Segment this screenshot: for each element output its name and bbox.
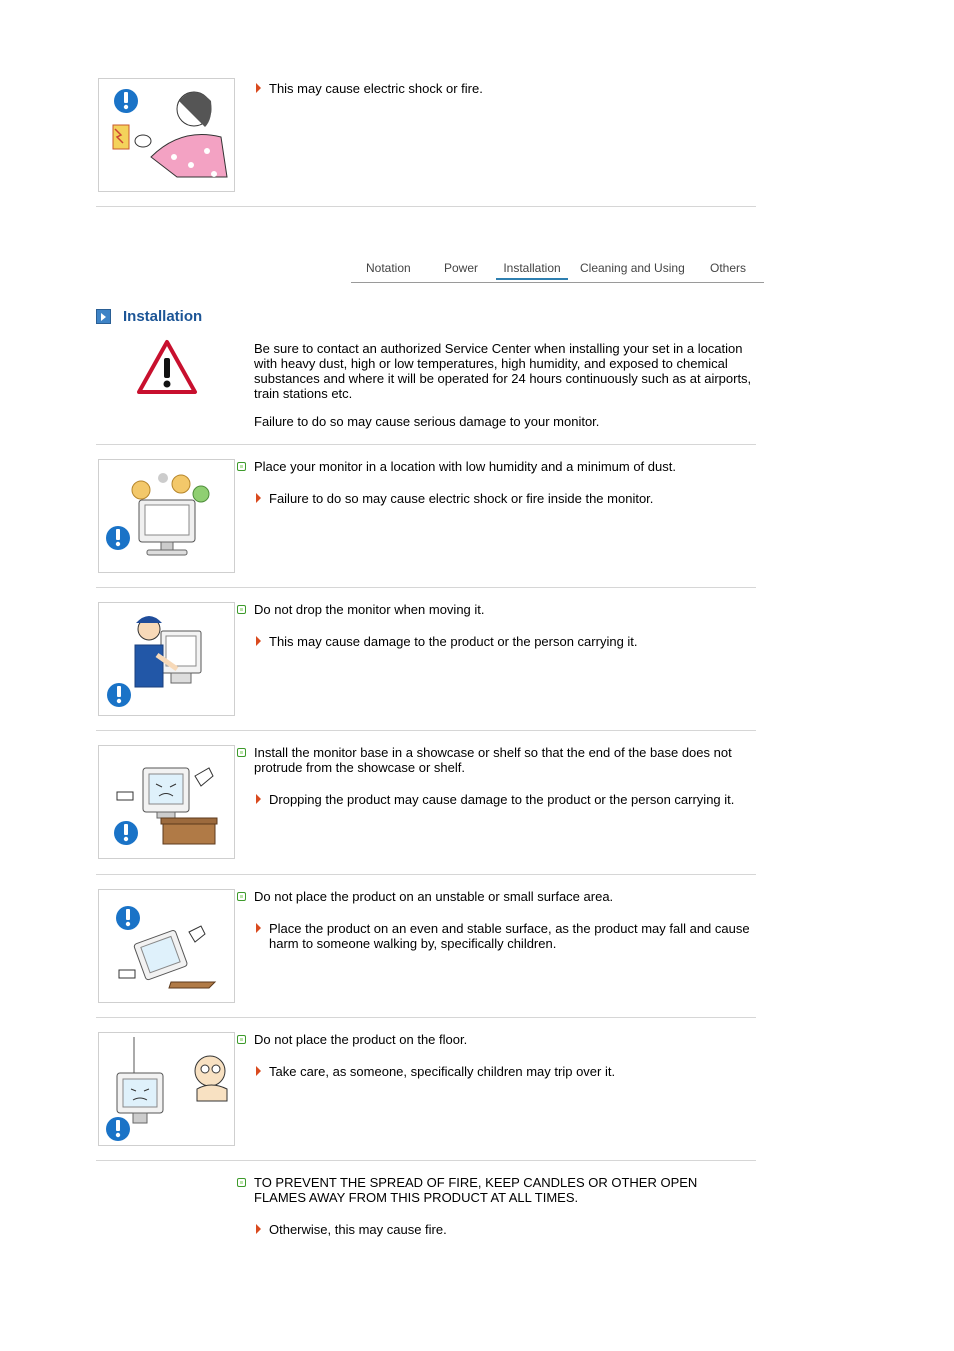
arrow-bullet-icon xyxy=(256,923,261,933)
tab-installation[interactable]: Installation xyxy=(496,261,568,280)
divider xyxy=(96,206,756,207)
item-2-sub xyxy=(256,634,751,649)
section-nav xyxy=(351,258,764,283)
divider xyxy=(96,1160,756,1161)
arrow-bullet-icon xyxy=(256,1224,261,1234)
arrow-bullet-icon xyxy=(256,493,261,503)
item-2-main xyxy=(237,602,752,617)
illustration-dust-humidity xyxy=(98,459,235,573)
item-5-main-text: Do not place the product on the floor. xyxy=(254,1032,468,1047)
warning-triangle-icon xyxy=(136,338,198,399)
item-6-sub xyxy=(256,1222,751,1237)
green-bullet-icon xyxy=(237,605,246,614)
arrow-bullet-icon xyxy=(256,636,261,646)
item-3-main xyxy=(237,745,752,775)
arrow-bullet-icon xyxy=(256,794,261,804)
item-1-main-text: Place your monitor in a location with low humidity and a minimum of dust. xyxy=(254,459,676,474)
item-5-main xyxy=(237,1032,752,1047)
play-icon xyxy=(96,309,111,324)
section-heading xyxy=(96,308,202,325)
green-bullet-icon xyxy=(237,748,246,757)
illustration-drop-monitor xyxy=(98,602,235,716)
illustration-unstable-surface xyxy=(98,889,235,1003)
item-6-sub-text: Otherwise, this may cause fire. xyxy=(269,1222,447,1237)
item-5-sub-text: Take care, as someone, specifically children may trip over it. xyxy=(269,1064,616,1079)
warning-consequence: Failure to do so may cause serious damage to your monitor. xyxy=(254,414,600,429)
illustration-shelf-edge xyxy=(98,745,235,859)
green-bullet-icon xyxy=(237,1178,246,1187)
item-1-sub-text: Failure to do so may cause electric shock or fire inside the monitor. xyxy=(269,491,654,506)
green-bullet-icon xyxy=(237,892,246,901)
item-4-sub-text: Place the product on an even and stable surface, as the product may fall and cause harm to someone walking by, specifically children. xyxy=(269,921,750,951)
tab-power[interactable]: Power xyxy=(444,261,479,275)
tab-cleaning-and-using[interactable]: Cleaning and Using xyxy=(580,261,685,275)
top-sub-item xyxy=(256,81,751,96)
arrow-bullet-icon xyxy=(256,83,261,93)
item-2-sub-text: This may cause damage to the product or the person carrying it. xyxy=(269,634,638,649)
section-title: Installation xyxy=(123,308,203,325)
divider xyxy=(96,444,756,445)
divider xyxy=(96,730,756,731)
divider xyxy=(96,587,756,588)
green-bullet-icon xyxy=(237,462,246,471)
item-3-sub xyxy=(256,792,751,807)
tab-others[interactable]: Others xyxy=(710,261,747,275)
item-1-sub xyxy=(256,491,751,506)
item-6-main xyxy=(237,1175,752,1205)
item-3-sub-text: Dropping the product may cause damage to the product or the person carrying it. xyxy=(269,792,735,807)
illustration-floor-trip xyxy=(98,1032,235,1146)
item-1-main xyxy=(237,459,752,474)
arrow-bullet-icon xyxy=(256,1066,261,1076)
tab-notation[interactable]: Notation xyxy=(366,261,411,275)
divider xyxy=(96,874,756,875)
divider xyxy=(96,1017,756,1018)
item-6-main-text: TO PREVENT THE SPREAD OF FIRE, KEEP CANDLES OR OTHER OPEN FLAMES AWAY FROM THIS PRODUCT AT ALL TIMES. xyxy=(254,1175,698,1205)
top-sub-text: This may cause electric shock or fire. xyxy=(269,81,483,96)
item-4-sub xyxy=(256,921,751,951)
green-bullet-icon xyxy=(237,1035,246,1044)
item-4-main-text: Do not place the product on an unstable or small surface area. xyxy=(254,889,614,904)
item-2-main-text: Do not drop the monitor when moving it. xyxy=(254,602,485,617)
item-4-main xyxy=(237,889,752,904)
illustration-unplug-hazard xyxy=(98,78,235,192)
warning-paragraph: Be sure to contact an authorized Service Center when installing your set in a location with heavy dust, high or low temperatures, high humidity, and exposed to chemical substances and where it will be operated for 24 hours continuously such as at airports, train stations etc. xyxy=(254,341,752,401)
item-3-main-text: Install the monitor base in a showcase or shelf so that the end of the base does not protrude from the showcase or shelf. xyxy=(254,745,732,775)
item-5-sub xyxy=(256,1064,751,1079)
